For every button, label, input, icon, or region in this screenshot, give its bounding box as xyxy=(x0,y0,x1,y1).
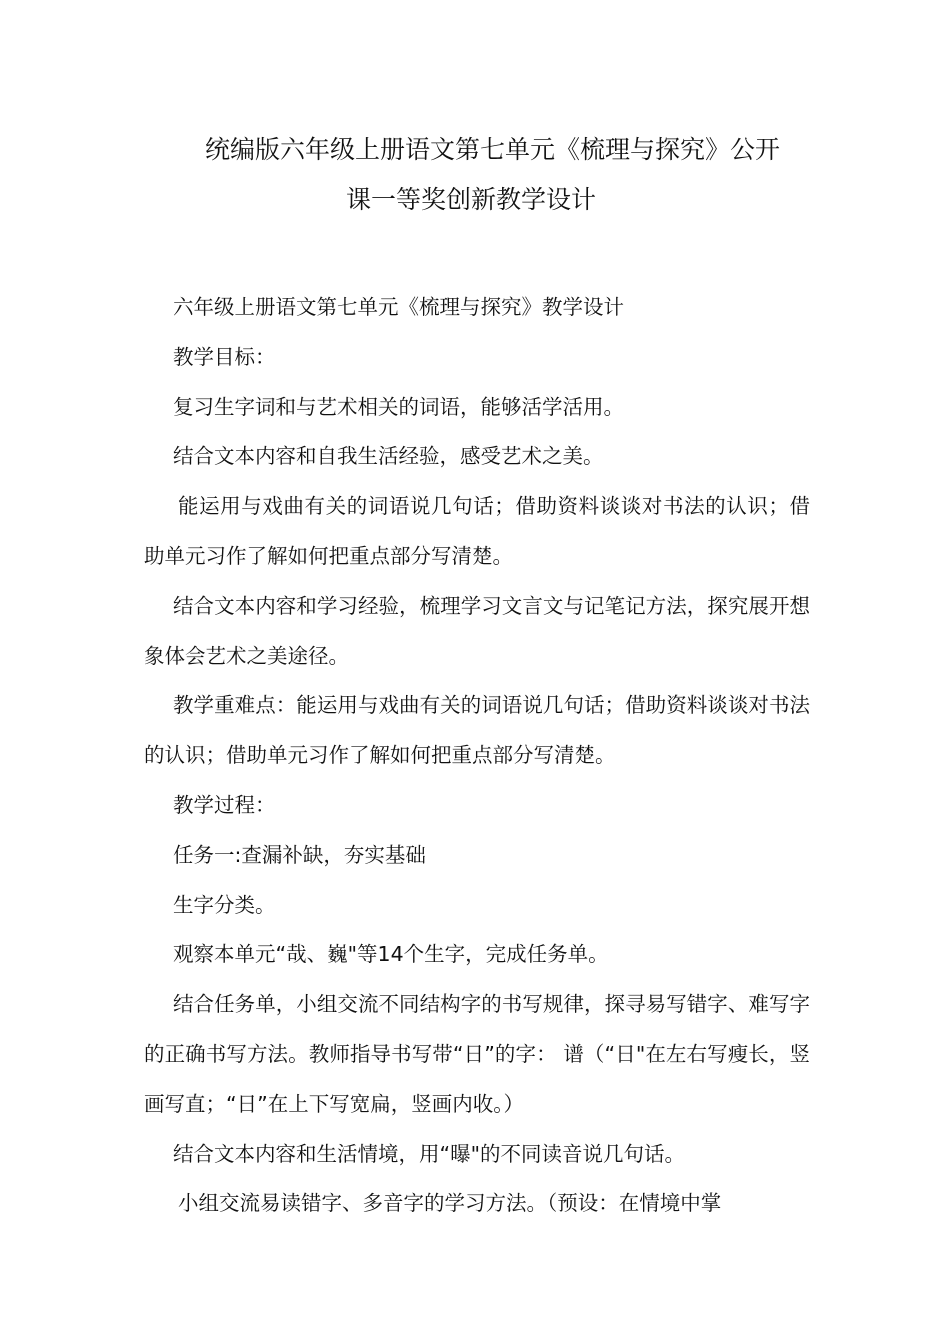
paragraph-group-discussion: 小组交流易读错字、多音字的学习方法。（预设：在情境中掌 xyxy=(178,1191,722,1216)
paragraph-task-1: 任务一:查漏补缺，夯实基础 xyxy=(173,842,426,867)
paragraph-objective-4: 结合文本内容和学习经验，梳理学习文言文与记笔记方法，探究展开想象体会艺术之美途径。 xyxy=(144,593,810,668)
paragraph-objective-1: 复习生字词和与艺术相关的词语，能够活学活用。 xyxy=(173,394,624,419)
document-title-line-1: 统编版六年级上册语文第七单元《梳理与探究》公开 xyxy=(205,135,781,164)
paragraph-subtitle: 六年级上册语文第七单元《梳理与探究》教学设计 xyxy=(173,295,624,319)
document-title-line-2: 课一等奖创新教学设计 xyxy=(346,185,597,214)
paragraph-objective-2: 结合文本内容和自我生活经验，感受艺术之美。 xyxy=(173,444,604,469)
paragraph-process-heading: 教学过程： xyxy=(173,792,276,817)
document-body xyxy=(144,283,810,1229)
paragraph-pronunciation-practice: 结合文本内容和生活情境，用“曝"的不同读音说几句话。 xyxy=(173,1141,686,1166)
paragraph-key-points: 教学重难点：能运用与戏曲有关的词语说几句话；借助资料谈谈对书法的认识；借助单元习作了解如何把重点部分写清楚。 xyxy=(144,693,810,768)
paragraph-observe-characters: 观察本单元“哉、巍"等14个生字，完成任务单。 xyxy=(173,942,609,967)
paragraph-character-classification: 生字分类。 xyxy=(173,892,276,917)
paragraph-objective-3: 能运用与戏曲有关的词语说几句话；借助资料谈谈对书法的认识；借助单元习作了解如何把重点部分写清楚。 xyxy=(144,494,810,568)
paragraph-writing-rules: 结合任务单，小组交流不同结构字的书写规律，探寻易写错字、难写字的正确书写方法。教师指导书写带“日”的字： 谱（“日"在左右写瘦长，竖画写直；“日”在上下写宽扁，竖画内收。） xyxy=(144,992,810,1116)
paragraph-objectives-heading: 教学目标： xyxy=(173,344,276,369)
